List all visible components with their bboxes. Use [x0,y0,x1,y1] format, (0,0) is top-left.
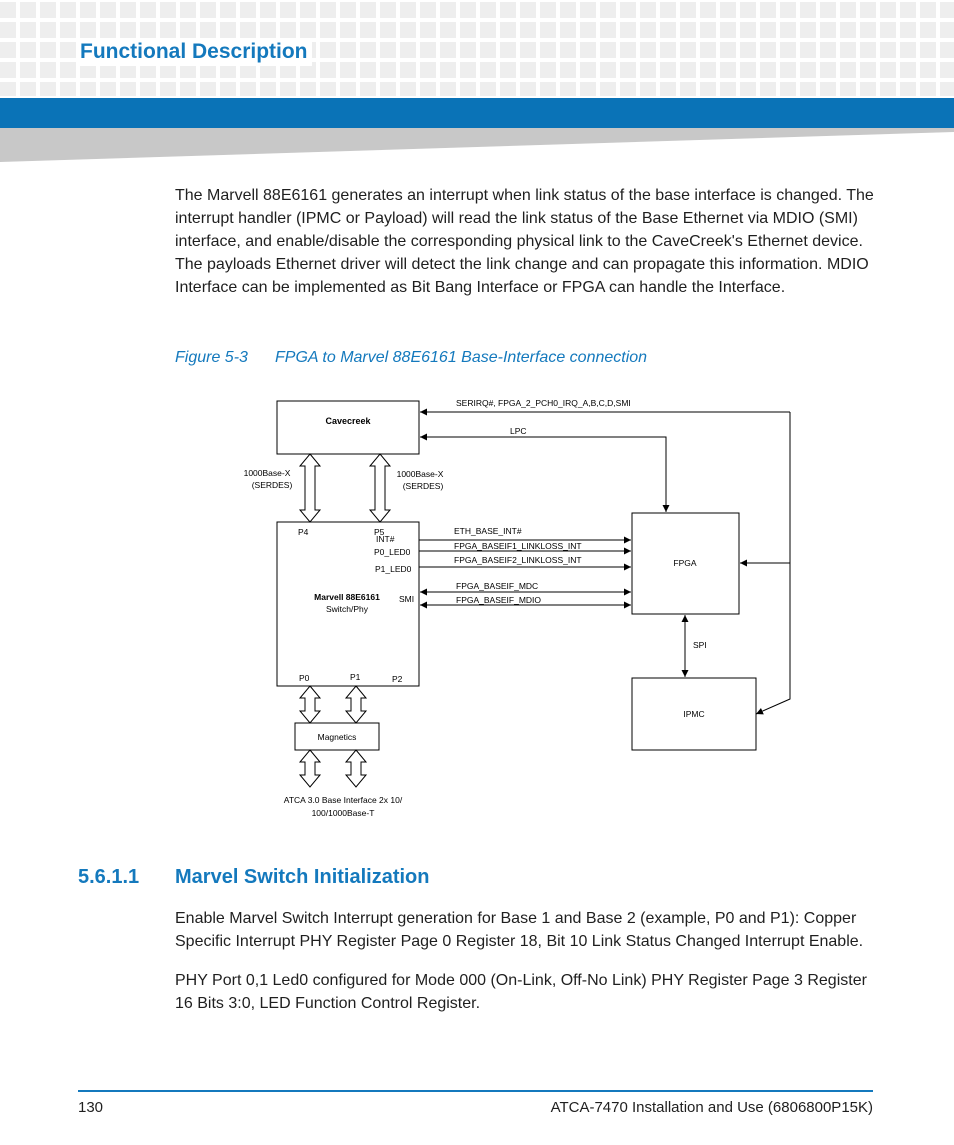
header-grey-wedge [0,128,954,162]
document-title: ATCA-7470 Installation and Use (6806800P15K) [550,1099,873,1116]
p1-label: P1 [350,672,361,682]
serdes-left-arrow [300,454,320,522]
lpc-label: LPC [510,426,527,436]
subsection-heading [78,866,430,889]
block-diagram [230,390,810,830]
spi-label: SPI [693,640,707,650]
p5-label: P5 [374,527,385,537]
subsection-number: 5.6.1.1 [78,866,140,888]
magnetics-label: Magnetics [317,732,357,742]
atca-label-2: 100/1000Base-T [311,808,375,818]
magnetics-atca-right-arrow [346,750,366,787]
serirq-label: SERIRQ#, FPGA_2_PCH0_IRQ_A,B,C,D,SMI [456,398,631,408]
linkloss2-label: FPGA_BASEIF2_LINKLOSS_INT [454,555,582,565]
linkloss1-label: FPGA_BASEIF1_LINKLOSS_INT [454,541,582,551]
mdc-label: FPGA_BASEIF_MDC [456,581,539,591]
subsection-paragraph-2: PHY Port 0,1 Led0 configured for Mode 000 (On-Link, Off-No Link) PHY Register Page 3 Register 16 Bits 3:0, LED Function Control Register. [175,972,867,1012]
smi-label: SMI [399,594,415,604]
subsection-paragraph-1: Enable Marvel Switch Interrupt generation for Base 1 and Base 2 (example, P0 and P1): Copper Specific Interrupt PHY Register Page 0 Register 18, Bit 10 Link Status Changed Interrupt Enable. [175,910,864,950]
mdio-label: FPGA_BASEIF_MDIO [456,595,542,605]
ipmc-label: IPMC [683,709,705,719]
footer-rule [78,1090,873,1092]
p0-label: P0 [299,673,310,683]
figure-number: Figure 5-3 [175,349,248,366]
int-label: INT# [376,534,395,544]
serdes-right-arrow [370,454,390,522]
switch-label-1: Marvell 88E6161 [314,592,380,602]
eth-base-int-label: ETH_BASE_INT# [454,526,522,536]
header-blue-bar [0,98,954,128]
lpc-line [420,437,666,512]
intro-paragraph: The Marvell 88E6161 generates an interrupt when link status of the base interface is changed. The interrupt handler (IPMC or Payload) will read the link status of the Base Ethernet via MDIO (SMI) interface, and enable/disable the corresponding physical link to the CaveCreek's Ethernet device. The payloads Ethernet driver will detect the link change and can propagate this information. MDIO Interface can be implemented as Bit Bang Interface or FPGA can handle the Interface. [175,187,874,296]
p4-label: P4 [298,527,309,537]
figure-title: FPGA to Marvel 88E6161 Base-Interface connection [275,349,648,366]
p1-led0-label: P1_LED0 [375,564,412,574]
page-number: 130 [78,1099,104,1116]
serdes-right-label-1: 1000Base-X [396,469,444,479]
switch-label-2: Switch/Phy [325,604,369,614]
serdes-left-label-2: (SERDES) [251,480,293,490]
p0-led0-label: P0_LED0 [374,547,411,557]
figure-caption [175,349,647,367]
section-title: Functional Description [78,38,312,66]
cavecreek-box [277,401,419,454]
p0-magnetics-arrow [300,686,320,723]
p1-magnetics-arrow [346,686,366,723]
atca-label-1: ATCA 3.0 Base Interface 2x 10/ [283,795,403,805]
fpga-label: FPGA [673,558,697,568]
cavecreek-label: Cavecreek [325,416,371,426]
p2-label: P2 [392,674,403,684]
serdes-right-label-2: (SERDES) [402,481,444,491]
magnetics-atca-left-arrow [300,750,320,787]
subsection-title: Marvel Switch Initialization [175,866,430,888]
serdes-left-label-1: 1000Base-X [243,468,291,478]
